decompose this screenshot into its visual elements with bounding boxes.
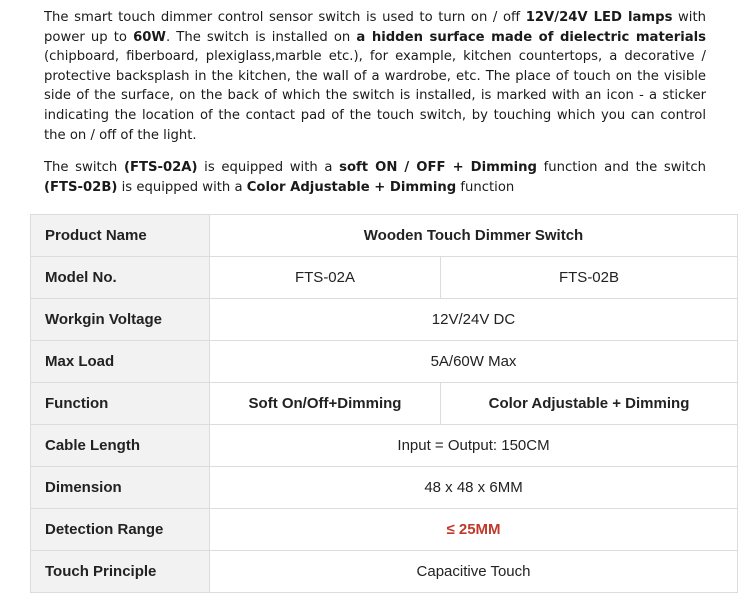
row-value-a: FTS-02A xyxy=(210,257,441,299)
row-label: Model No. xyxy=(31,257,210,299)
row-value: Wooden Touch Dimmer Switch xyxy=(210,215,738,257)
row-value-b: FTS-02B xyxy=(441,257,738,299)
row-value-b: Color Adjustable + Dimming xyxy=(441,383,738,425)
row-label: Dimension xyxy=(31,467,210,509)
row-value-highlight: ≤ 25MM xyxy=(210,509,738,551)
table-row-dimension xyxy=(31,467,738,509)
table-row-detection-range xyxy=(31,509,738,551)
row-label: Cable Length xyxy=(31,425,210,467)
row-label: Touch Principle xyxy=(31,551,210,593)
table-row-touch-principle xyxy=(31,551,738,593)
row-value: 12V/24V DC xyxy=(210,299,738,341)
description-paragraph-1: The smart touch dimmer control sensor switch is used to turn on / off 12V/24V LED lamps with power up to 60W. The switch is installed on a hidden surface made of dielectric materials (chipboard, fiberboard, plexiglass,marble etc.), for example, kitchen countertops, a decorative / protective backsplash in the kitchen, the wall of a wardrobe, etc. The place of touch on the visible side of the surface, on the back of which the switch is installed, is marked with an icon - a sticker indicating the location of the contact pad of the touch switch, by touching which you can control the on / off of the light. xyxy=(44,10,706,143)
product-description xyxy=(44,8,706,197)
row-value: 5A/60W Max xyxy=(210,341,738,383)
table-row-cable-length xyxy=(31,425,738,467)
table-row-max-load xyxy=(31,341,738,383)
row-label: Workgin Voltage xyxy=(31,299,210,341)
description-paragraph-2: The switch (FTS-02A) is equipped with a soft ON / OFF + Dimming function and the switch (FTS-02B) is equipped with a Color Adjustable + Dimming function xyxy=(44,160,706,195)
table-row-product-name xyxy=(31,215,738,257)
row-label: Product Name xyxy=(31,215,210,257)
row-value-a: Soft On/Off+Dimming xyxy=(210,383,441,425)
table-row-voltage xyxy=(31,299,738,341)
table-row-function xyxy=(31,383,738,425)
row-label: Function xyxy=(31,383,210,425)
row-value: Capacitive Touch xyxy=(210,551,738,593)
row-value: 48 x 48 x 6MM xyxy=(210,467,738,509)
table-row-model-no xyxy=(31,257,738,299)
row-label: Detection Range xyxy=(31,509,210,551)
specification-table xyxy=(30,214,738,593)
row-label: Max Load xyxy=(31,341,210,383)
row-value: Input = Output: 150CM xyxy=(210,425,738,467)
